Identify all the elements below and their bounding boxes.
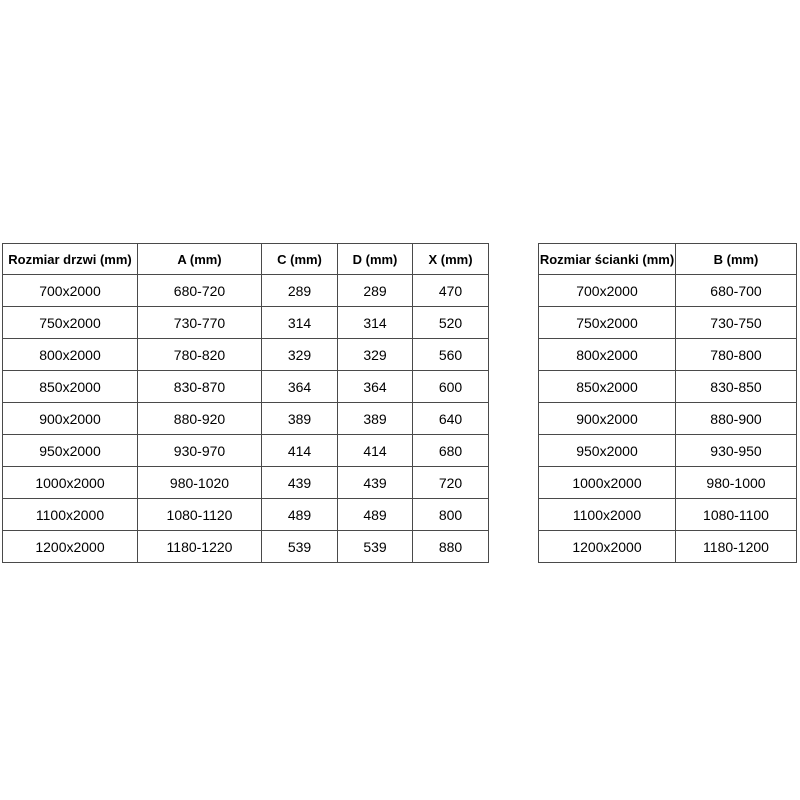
door-size-table (2, 243, 489, 563)
table-cell: 364 (262, 371, 338, 403)
table-row (539, 371, 797, 403)
table-row (539, 307, 797, 339)
column-header: Rozmiar drzwi (mm) (3, 244, 138, 275)
table-row (3, 435, 489, 467)
table-cell: 314 (338, 307, 413, 339)
column-header: X (mm) (413, 244, 489, 275)
table-cell: 389 (262, 403, 338, 435)
table-cell: 850x2000 (3, 371, 138, 403)
table-row (3, 403, 489, 435)
column-header: Rozmiar ścianki (mm) (539, 244, 676, 275)
table-cell: 1100x2000 (3, 499, 138, 531)
table-cell: 539 (338, 531, 413, 563)
table-cell: 830-870 (138, 371, 262, 403)
table-cell: 780-820 (138, 339, 262, 371)
header-row (539, 244, 797, 275)
wall-size-table (538, 243, 797, 563)
table-cell: 489 (338, 499, 413, 531)
table-cell: 1000x2000 (539, 467, 676, 499)
table-cell: 680 (413, 435, 489, 467)
table-cell: 930-970 (138, 435, 262, 467)
table-cell: 600 (413, 371, 489, 403)
table-cell: 1180-1220 (138, 531, 262, 563)
table-row (539, 275, 797, 307)
table-cell: 800 (413, 499, 489, 531)
table-cell: 1100x2000 (539, 499, 676, 531)
table-cell: 950x2000 (3, 435, 138, 467)
table-cell: 414 (262, 435, 338, 467)
table-cell: 520 (413, 307, 489, 339)
table-row (539, 435, 797, 467)
table-cell: 880 (413, 531, 489, 563)
table-cell: 930-950 (676, 435, 797, 467)
table-cell: 489 (262, 499, 338, 531)
table-cell: 750x2000 (539, 307, 676, 339)
table-cell: 730-770 (138, 307, 262, 339)
table-cell: 880-920 (138, 403, 262, 435)
table-cell: 289 (338, 275, 413, 307)
table-cell: 1000x2000 (3, 467, 138, 499)
table-cell: 980-1000 (676, 467, 797, 499)
table-row (3, 467, 489, 499)
table-cell: 950x2000 (539, 435, 676, 467)
column-header: C (mm) (262, 244, 338, 275)
table-cell: 329 (338, 339, 413, 371)
table-cell: 470 (413, 275, 489, 307)
table-row (3, 531, 489, 563)
table-row (539, 467, 797, 499)
table-cell: 1080-1120 (138, 499, 262, 531)
table-cell: 830-850 (676, 371, 797, 403)
table-row (3, 371, 489, 403)
table-row (539, 499, 797, 531)
table-cell: 680-700 (676, 275, 797, 307)
table-cell: 1200x2000 (3, 531, 138, 563)
table-cell: 680-720 (138, 275, 262, 307)
table-cell: 1180-1200 (676, 531, 797, 563)
table-row (3, 275, 489, 307)
table-cell: 439 (338, 467, 413, 499)
header-row (3, 244, 489, 275)
table-row (539, 339, 797, 371)
table-row (539, 531, 797, 563)
table-row (3, 499, 489, 531)
table-row (3, 339, 489, 371)
table-cell: 800x2000 (3, 339, 138, 371)
table-row (3, 307, 489, 339)
table-cell: 640 (413, 403, 489, 435)
table-cell: 900x2000 (3, 403, 138, 435)
table-cell: 1080-1100 (676, 499, 797, 531)
table-cell: 720 (413, 467, 489, 499)
table-cell: 800x2000 (539, 339, 676, 371)
table-cell: 289 (262, 275, 338, 307)
table-cell: 750x2000 (3, 307, 138, 339)
table-cell: 980-1020 (138, 467, 262, 499)
column-header: A (mm) (138, 244, 262, 275)
table-cell: 329 (262, 339, 338, 371)
table-cell: 900x2000 (539, 403, 676, 435)
table-cell: 439 (262, 467, 338, 499)
table-cell: 414 (338, 435, 413, 467)
table-row (539, 403, 797, 435)
table-cell: 560 (413, 339, 489, 371)
table-cell: 314 (262, 307, 338, 339)
table-cell: 1200x2000 (539, 531, 676, 563)
table-cell: 539 (262, 531, 338, 563)
table-cell: 880-900 (676, 403, 797, 435)
table-cell: 850x2000 (539, 371, 676, 403)
table-cell: 730-750 (676, 307, 797, 339)
table-cell: 364 (338, 371, 413, 403)
table-cell: 389 (338, 403, 413, 435)
column-header: D (mm) (338, 244, 413, 275)
table-cell: 780-800 (676, 339, 797, 371)
column-header: B (mm) (676, 244, 797, 275)
table-cell: 700x2000 (539, 275, 676, 307)
table-cell: 700x2000 (3, 275, 138, 307)
